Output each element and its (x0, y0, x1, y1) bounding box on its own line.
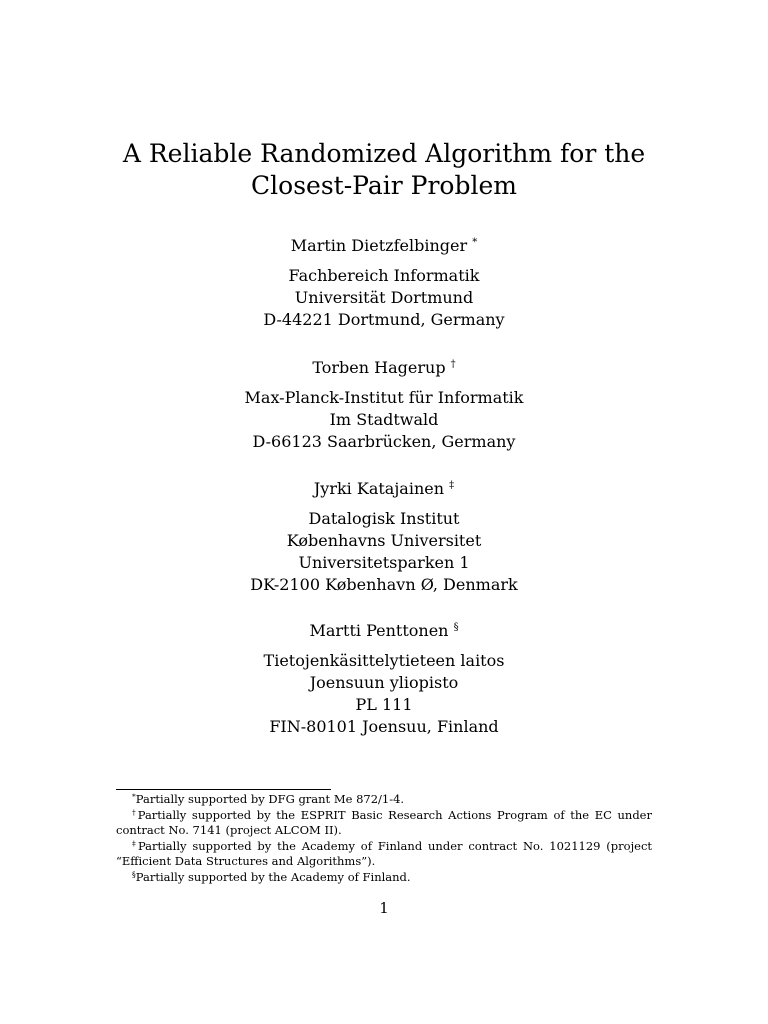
footnote (116, 792, 652, 808)
affiliation-line: Joensuun yliopisto (309, 673, 459, 692)
author-block-katajainen (0, 478, 768, 596)
author-footnote-mark: ‡ (449, 480, 455, 491)
author-block-dietzfelbinger (0, 235, 768, 331)
author-block-penttonen (0, 620, 768, 738)
affiliation-line: Datalogisk Institut (308, 509, 460, 528)
footnote-text: Partially supported by DFG grant Me 872/1-4. (135, 792, 405, 806)
author-name (0, 235, 768, 257)
footnote (116, 808, 652, 839)
author-footnote-mark: * (472, 237, 478, 248)
affiliation-line: Max-Planck-Institut für Informatik (244, 388, 524, 407)
author-name-text: Jyrki Katajainen (313, 479, 445, 498)
author-footnote-mark: † (450, 359, 456, 370)
author-name (0, 478, 768, 500)
affiliation-line: Universität Dortmund (294, 288, 474, 307)
page-number: 1 (379, 899, 389, 917)
footnote (116, 870, 652, 886)
affiliation-line: Universitetsparken 1 (298, 553, 470, 572)
footnote-text: Partially supported by the Academy of Finland under contract No. 1021129 (project “Efficient Data Structures and Algorithms”). (116, 838, 653, 868)
title-line-2: Closest-Pair Problem (251, 171, 517, 200)
author-name-text: Martti Penttonen (309, 621, 449, 640)
footnote-divider (116, 789, 331, 790)
paper-title (0, 138, 768, 202)
affiliation-line: Im Stadtwald (329, 410, 439, 429)
affiliation-line: PL 111 (355, 695, 413, 714)
author-footnote-mark: § (453, 622, 459, 633)
author-name-text: Martin Dietzfelbinger (290, 236, 468, 255)
author-name (0, 620, 768, 642)
footnote-mark: * (132, 792, 136, 801)
affiliation-line: DK-2100 København Ø, Denmark (250, 575, 518, 594)
footnote-mark: † (132, 807, 138, 817)
footnote (116, 839, 652, 870)
affiliation-line: D-66123 Saarbrücken, Germany (252, 432, 516, 451)
author-name-text: Torben Hagerup (312, 358, 446, 377)
footnote-mark: ‡ (132, 838, 138, 848)
footnotes (116, 792, 652, 885)
affiliation-line: Tietojenkäsittelytieteen laitos (263, 651, 505, 670)
author-block-hagerup (0, 357, 768, 453)
footnote-text: Partially supported by the ESPRIT Basic Research Actions Program of the EC under contract No. 7141 (project ALCOM II). (116, 807, 652, 837)
affiliation-line: Fachbereich Informatik (288, 266, 480, 285)
author-name (0, 357, 768, 379)
affiliation-line: FIN-80101 Joensuu, Finland (269, 717, 499, 736)
affiliation-line: D-44221 Dortmund, Germany (263, 310, 505, 329)
footnote-mark: § (132, 869, 136, 879)
title-line-1: A Reliable Randomized Algorithm for the (122, 139, 646, 168)
affiliation-line: Københavns Universitet (286, 531, 482, 550)
footnote-text: Partially supported by the Academy of Finland. (135, 869, 411, 884)
